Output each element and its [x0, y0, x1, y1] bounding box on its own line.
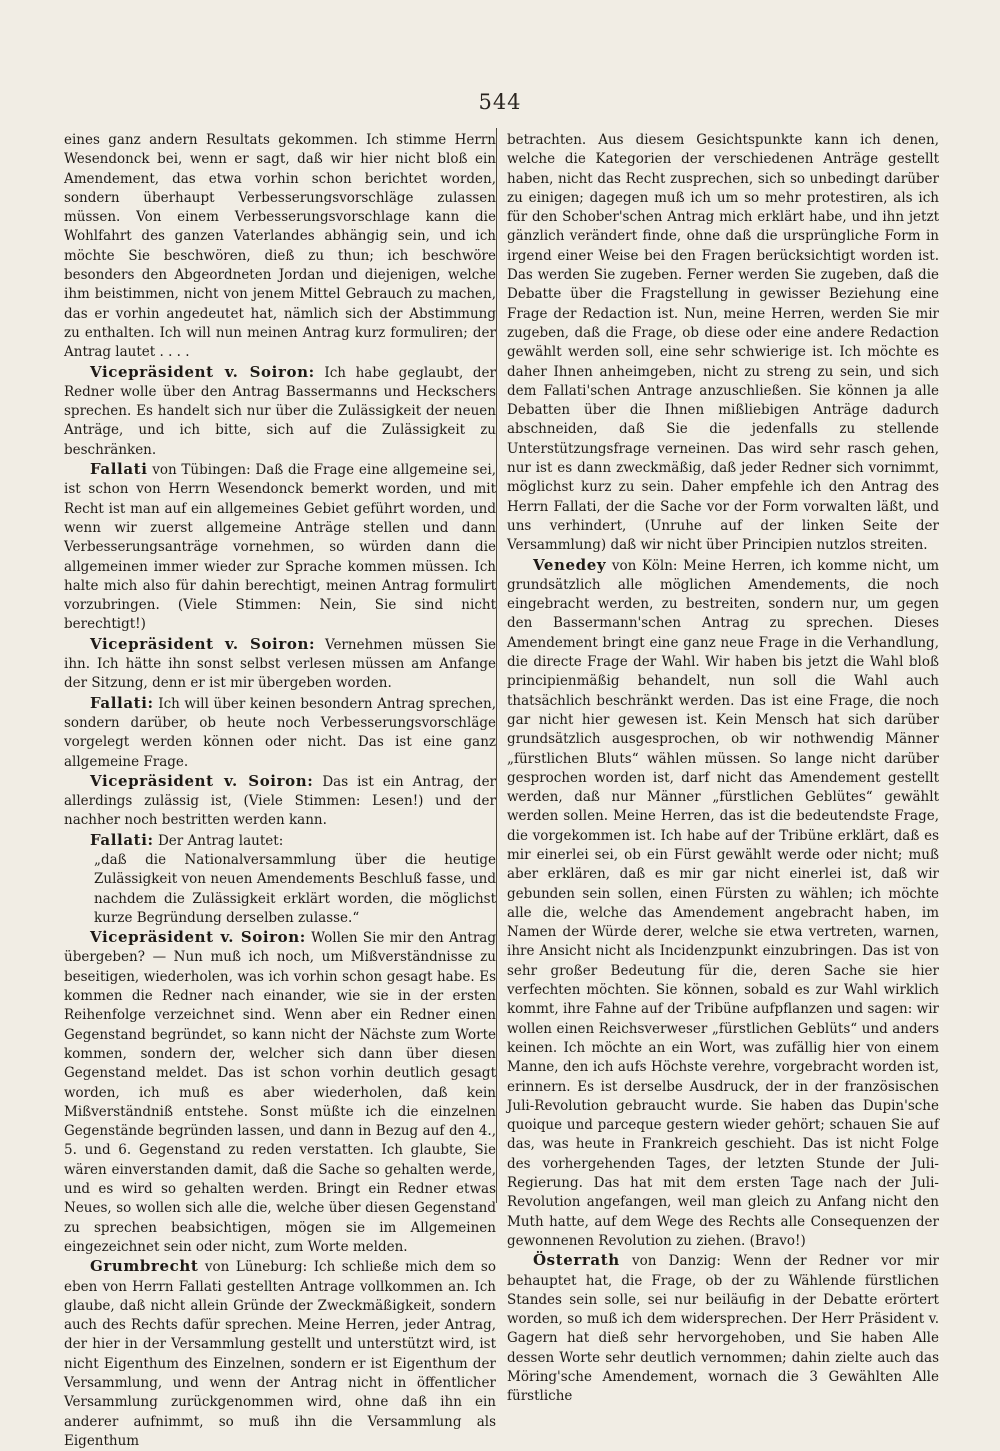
speaker-name: Österrath	[533, 1251, 620, 1270]
paragraph	[64, 694, 496, 772]
speech-text: Das ist ein Antrag, der allerdings zulässig ist, (Viele Stimmen: Lesen!) und der nachher noch bestritten werden kann.	[64, 773, 497, 829]
speech-text: Wollen Sie mir den Antrag übergeben? — Nun muß ich noch, um Mißverständnisse zu beseitigen, wiederholen, was ich vorhin schon gesagt habe. Es kommen die Redner nach einander, wie sie in der ersten Reihenfolge verzeichnet sind. Wenn aber ein Redner einen Gegenstand begründet, so kann nicht der Nächste zum Worte kommen, sondern der, welcher sich dann über diesen Gegenstand meldet. Das ist schon vorhin deutlich gesagt worden, ich muß es aber wiederholen, daß kein Mißverständniß entstehe. Sonst müßte ich die einzelnen Gegenstände begründen lassen, und dann in Bezug auf den 4., 5. und 6. Gegenstand zu reden verstatten. Ich glaubte, Sie wären einverstanden damit, daß die Sache so gehalten werde, und es wird so gehalten werden. Bringt ein Redner etwas Neues, so wollen sich alle die, welche über diesen Gegenstand zu sprechen beabsichtigen, mögen sie im Allgemeinen eingezeichnet sein oder nicht, zum Worte melden.	[64, 930, 496, 1255]
motion-quote: „daß die Nationalversammlung über die heutige Zulässigkeit von neuen Amendements Beschluß fasse, und nachdem die Zulässigkeit erklärt worden, die möglichst kurze Begründung derselben zulasse.“	[94, 851, 496, 926]
paragraph	[64, 772, 496, 831]
speech-text: Vernehmen müssen Sie ihn. Ich hätte ihn sonst selbst verlesen müssen am Anfange der Sitzung, denn er ist mir übergeben worden.	[64, 636, 496, 692]
speaker-name: Vicepräsident v. Soiron:	[90, 362, 315, 381]
paragraph	[507, 1251, 939, 1406]
speaker-name: Fallati	[90, 460, 148, 479]
speaker-name: Vicepräsident v. Soiron:	[90, 634, 316, 653]
speaker-name: Fallati:	[90, 693, 154, 712]
speaker-name: Fallati:	[90, 830, 154, 849]
speech-text: von Danzig: Wenn der Redner vor mir behauptet hat, die Frage, ob der zu Wählende fürstlichen Standes sein solle, sei nur beiläufig in der Debatte erörtert worden, so muß ich dem widersprechen. Der Herr Präsident v. Gagern hat dieß sehr hervorgehoben, und Sie haben Alle dessen Worte sehr deutlich vernommen; dahin zielte auch das Möring'sche Amendement, wornach die 3 Gewählten Alle fürstliche	[507, 1253, 939, 1405]
speech-text: Der Antrag lautet:	[157, 832, 284, 849]
speech-text: von Tübingen: Daß die Frage eine allgemeine sei, ist schon von Herrn Wesendonck bemerkt worden, und mit Recht ist man auf ein allgemeines Gebiet geführt worden, und wenn wir zuerst allgemeine Anträge stellen und dann Verbesserungsanträge vornehmen, so würden dann die allgemeinen immer wieder zur Sprache kommen müssen. Ich halte mich also für dahin berechtigt, meinen Antrag formulirt vorzubringen. (Viele Stimmen: Nein, Sie sind nicht berechtigt!)	[64, 462, 496, 633]
speaker-name: Grumbrecht	[90, 1257, 199, 1276]
paragraph	[64, 635, 496, 694]
paragraph	[64, 460, 496, 635]
speaker-name: Vicepräsident v. Soiron:	[90, 771, 314, 790]
page-number: 544	[478, 90, 522, 114]
paragraph: betrachten. Aus diesem Gesichtspunkte kann ich denen, welche die Kategorien der verschiedenen Anträge gestellt haben, nicht das Recht zusprechen, sich so unbedingt darüber zu einigen; dagegen muß ich um so mehr protestiren, als ich für den Schober'schen Antrag mich erklärt habe, und ihn jetzt gänzlich verändert finde, ohne daß die ursprüngliche Form in irgend einer Weise bei den Fragen berücksichtigt worden ist. Das werden Sie zugeben. Ferner werden Sie zugeben, daß die Debatte über die Fragstellung in gewisser Beziehung eine Frage der Redaction ist. Nun, meine Herren, werden Sie mir zugeben, daß die Frage, ob diese oder eine andere Redaction gewählt werden soll, eine sehr schwierige ist. Ich möchte es daher Ihnen anheimgeben, nicht zu streng zu sein, und sich dem Fallati'schen Antrage anzuschließen. Sie können ja alle Debatten über die Ihnen mißliebigen Anträge dadurch abschneiden, daß Sie die jedenfalls zu stellende Unterstützungsfrage verneinen. Das wird sehr rasch gehen, nur ist es dann zweckmäßig, daß jeder Redner sich vornimmt, möglichst kurz zu sein. Daher empfehle ich den Antrag des Herrn Fallati, der die Sache vor der Form vorwalten läßt, und uns verhindert, (Unruhe auf der linken Seite der Versammlung) daß wir nicht über Principien nutzlos streiten.	[507, 132, 939, 554]
speech-text: von Köln: Meine Herren, ich komme nicht, um grundsätzlich alle möglichen Amendements, die noch eingebracht werden, zu bestreiten, sondern nur, um gegen den Bassermann'schen Antrag zu sprechen. Dieses Amendement bringt eine ganz neue Frage in die Verhandlung, die directe Frage der Wahl. Wir haben bis jetzt die Wahl bloß principienmäßig behandelt, nun soll die Wahl auch thatsächlich beschränkt werden. Das ist eine Frage, die noch gar nicht hier gewesen ist. Kein Mensch hat sich darüber grundsätzlich ausgesprochen, ob wir nothwendig Männer „fürstlichen Bluts“ wählen müssen. So lange nicht darüber gesprochen worden ist, darf nicht das Amendement gestellt werden, daß nur Männer „fürstlichen Geblütes“ gewählt werden sollen. Meine Herren, das ist die bedeutendste Frage, die vorgekommen ist. Ich habe auf der Tribüne erklärt, daß es mir einerlei sei, ob ein Fürst gewählt werde oder nicht; muß aber erklären, daß es mir gar nicht einerlei ist, daß wir gebunden sein sollen, einen Fürsten zu wählen; ich möchte alle die, welche das Amendement angebracht haben, im Namen der Würde derer, welche sie etwa vertreten, warnen, ihre Ansicht nicht als Incidenzpunkt einzubringen. Das ist von sehr großer Bedeutung für die, deren Sache sie hier verfechten möchten. Sie können, sobald es zur Wahl wirklich kommt, ihre Fahne auf der Tribüne aufpflanzen und sagen: wir wollen einen Reichsverweser „fürstlichen Geblüts“ und anders keinen. Ich möchte an ein Wort, was zufällig hier von einem Manne, den ich aufs Höchste verehre, vorgebracht worden ist, erinnern. Es ist derselbe Ausdruck, der in der französischen Juli-Revolution gebraucht wurde. Sie haben das Dupin'sche quoique und parceque gestern wieder gehört; schauen Sie auf das, was heute in Frankreich geschieht. Das ist nicht Folge des vorhergehenden Tages, der letzten Stunde der Juli-Regierung. Das hat mit dem ersten Tage nach der Juli-Revolution angefangen, weil man gleich zu Anfang nicht den Muth hatte, auf dem Wege des Rechts alle Consequenzen der gewonnenen Revolution zu ziehen. (Bravo!)	[507, 557, 940, 1249]
paragraph	[64, 1257, 496, 1451]
speaker-name: Vicepräsident v. Soiron:	[90, 928, 306, 947]
paragraph: eines ganz andern Resultats gekommen. Ich stimme Herrn Wesendonck bei, wenn er sagt, daß wir hier nicht bloß ein Amendement, das etwa vorhin schon berichtet worden, sondern überhaupt Verbesserungsvorschläge zulassen müssen. Von einem Verbesserungsvorschlage kann die Wohlfahrt des ganzen Vaterlandes abhängig sein, und ich möchte Sie beschwören, dieß zu thun; ich beschwöre besonders den Abgeordneten Jordan und diejenigen, welche ihm beistimmen, nicht von jenem Mittel Gebrauch zu machen, das er vorhin angedeutet hat, nämlich sich der Abstimmung zu enthalten. Ich will nun meinen Antrag kurz formuliren; der Antrag lautet . . . .	[64, 132, 496, 361]
right-column	[507, 131, 939, 1407]
speech-text: Ich will über keinen besondern Antrag sprechen, sondern darüber, ob heute noch Verbesserungsvorschläge vorgelegt werden können oder nicht. Das ist eine ganz allgemeine Frage.	[64, 695, 497, 770]
paragraph	[64, 831, 496, 851]
paragraph	[64, 928, 496, 1257]
speaker-name: Venedey	[533, 555, 607, 574]
column-divider	[496, 128, 497, 1203]
paragraph	[64, 363, 496, 460]
speech-text: von Lüneburg: Ich schließe mich dem so eben von Herrn Fallati gestellten Antrage vollkommen an. Ich glaube, daß nicht allein Gründe der Zweckmäßigkeit, sondern auch des Rechts dafür sprechen. Meine Herren, jeder Antrag, der hier in der Versammlung gestellt und unterstützt wird, ist nicht Eigenthum des Einzelnen, sondern er ist Eigenthum der Versammlung, und wenn der Antrag nicht in öffentlicher Versammlung zurückgenommen wird, ohne daß ihn ein anderer aufnimmt, so muß ihn die Versammlung als Eigenthum	[64, 1259, 496, 1449]
paragraph	[507, 556, 939, 1252]
left-column	[64, 131, 496, 1451]
speech-text: Ich habe geglaubt, der Redner wolle über den Antrag Bassermanns und Heckschers sprechen. Es handelt sich nur über die Zulässigkeit der neuen Anträge, und ich bitte, sich auf die Zulässigkeit zu beschränken.	[64, 364, 496, 458]
